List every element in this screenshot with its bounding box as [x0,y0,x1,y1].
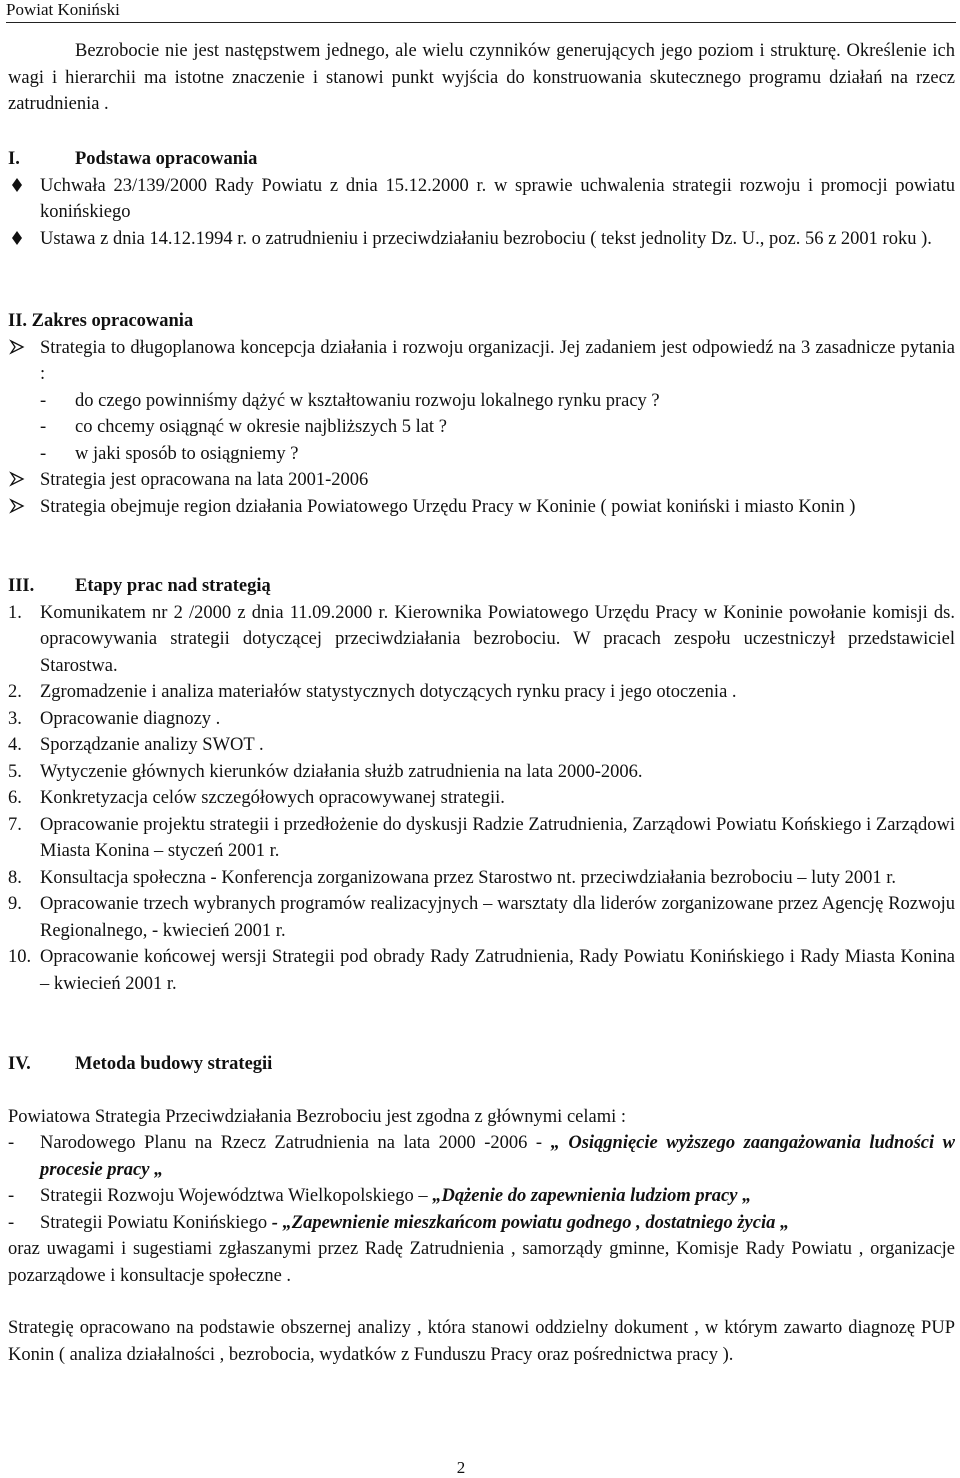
step-number: 1. [8,602,22,623]
goal-source: Strategii Powiatu Konińskiego [40,1212,272,1233]
step-text: Wytyczenie głównych kierunków działania służb zatrudnienia na lata 2000-2006. [40,761,643,782]
scope-item-text: Strategia jest opracowana na lata 2001-2006 [40,470,369,490]
section-number: I. [8,149,20,169]
goal-source: Strategii Rozwoju Województwa Wielkopolskiego – [40,1186,433,1206]
step-number: 10. [8,947,32,967]
page-number: 2 [456,1458,466,1477]
section-heading-basis [0,146,960,173]
step-text: Konkretyzacja celów szczegółowych opracowywanej strategii. [40,788,505,808]
goal-quote: „Dążenie do zapewnienia ludziom pracy „ [432,1186,752,1206]
list-item [0,785,955,812]
step-text: Komunikatem nr 2 /2000 z dnia 11.09.2000 r. Kierownika Powiatowego Urzędu Pracy w Koninie powołanie komisji ds. opracowywania strategii dotyczącej przeciwdziałania bezrobociu. W pracach zespołu uczestniczył przedstawiciel Starostwa. [40,602,955,676]
list-item [0,732,955,759]
list-item [0,865,955,892]
list-item [0,388,960,415]
section-title: Podstawa opracowania [75,149,258,169]
step-text: Opracowanie trzech wybranych programów realizacyjnych – warsztaty dla liderów zorganizowane przez Agencję Rozwoju Regionalnego, - kwiecień 2001 r. [40,894,955,941]
list-item [0,759,955,786]
scope-list-more [0,467,960,520]
question-text: do czego powinniśmy dążyć w kształtowaniu rozwoju lokalnego rynku pracy ? [75,390,660,411]
goal-quote: - „Zapewnienie mieszkańcom powiatu godnego , dostatniego życia „ [271,1212,790,1233]
dash-marker: - [40,417,47,437]
intro-section [0,38,960,118]
list-item [0,173,955,226]
scope-item-text: Strategia to długoplanowa koncepcja działania i rozwoju organizacji. Jej zadaniem jest odpowiedź na 3 zasadnicze pytania : [40,337,955,384]
dash-marker: - [8,1186,15,1206]
section-title: Metoda budowy strategii [75,1054,273,1074]
step-number: 4. [8,735,22,755]
list-item [0,679,955,706]
step-text: Sporządzanie analizy SWOT . [40,735,264,755]
arrowhead-bullet-icon [9,335,25,362]
basis-item-text: Ustawa z dnia 14.12.1994 r. o zatrudnieniu i przeciwdziałaniu bezrobociu ( tekst jednolity Dz. U., poz. 56 z 2001 roku ). [40,228,932,249]
question-text: co chcemy osiągnąć w okresie najbliższych 5 lat ? [75,417,447,437]
method-lead: Powiatowa Strategia Przeciwdziałania Bezrobociu jest zgodna z głównymi celami : [8,1106,627,1127]
list-item [0,1183,955,1210]
step-number: 5. [8,761,22,782]
step-number: 8. [8,867,22,888]
diamond-bullet-icon [9,226,25,253]
goal-quote: „ Osiągnięcie wyższego zaangażowania ludności w procesie pracy „ [40,1133,955,1180]
section-method [0,1051,960,1368]
stages-list [0,600,960,998]
section-stages [0,573,960,997]
goals-list [0,1130,960,1236]
method-closing: Strategię opracowano na podstawie obszernej analizy , która stanowi oddzielny dokument , w którym zawarto diagnozę PUP Konin ( analiza działalności , bezrobocia, wydatków z Funduszu Pracy oraz pośrednictwa pracy ). [8,1318,955,1365]
intro-paragraph: Bezrobocie nie jest następstwem jednego, ale wielu czynników generujących jego poziom i strukturę. Określenie ich wagi i hierarchii ma istotne znaczenie i stanowi punkt wyjścia do konstruowania skutecznego programu działań na rzecz zatrudnienia . [8,41,955,114]
scope-item-text: Strategia obejmuje region działania Powiatowego Urzędu Pracy w Koninie ( powiat koniński i miasto Konin ) [40,496,856,517]
diamond-bullet-icon [9,173,25,200]
step-number: 2. [8,682,22,702]
step-number: 3. [8,708,22,729]
goal-source: Narodowego Planu na Rzecz Zatrudnienia na lata 2000 -2006 - [40,1133,551,1153]
question-text: w jaki sposób to osiągniemy ? [75,443,299,464]
step-text: Opracowanie diagnozy . [40,708,221,729]
list-item [0,600,955,680]
basis-item-text: Uchwała 23/139/2000 Rady Powiatu z dnia 15.12.2000 r. w sprawie uchwalenia strategii rozwoju i promocji powiatu konińskiego [40,175,955,222]
list-item [0,891,955,944]
basis-list [0,173,960,253]
dash-marker: - [8,1133,15,1153]
step-text: Opracowanie projektu strategii i przedłożenie do dyskusji Radzie Zatrudnienia, Zarządowi Powiatu Końskiego i Zarządowi Miasta Konina – styczeń 2001 r. [40,814,955,861]
step-number: 6. [8,788,22,808]
step-text: Opracowanie końcowej wersji Strategii pod obrady Rady Zatrudnienia, Rady Powiatu Konińskiego i Rady Miasta Konina – kwiecień 2001 r. [40,947,955,994]
scope-list [0,335,960,388]
section-title: Zakres opracowania [31,311,194,331]
dash-marker: - [8,1212,15,1233]
list-item [0,414,960,441]
list-item [0,1130,955,1183]
section-number: III. [8,576,35,596]
arrowhead-bullet-icon [9,494,25,521]
step-number: 7. [8,814,22,835]
list-item [0,706,955,733]
questions-list [0,388,960,468]
list-item [0,494,955,521]
arrowhead-bullet-icon [9,467,25,494]
dash-marker: - [40,443,47,464]
section-heading-stages [0,573,960,600]
list-item [0,944,955,997]
step-text: Zgromadzenie i analiza materiałów statystycznych dotyczących rynku pracy i jego otoczenia . [40,682,737,702]
section-basis [0,146,960,252]
list-item [0,812,955,865]
section-heading-scope [0,308,960,335]
header-title: Powiat Koniński [6,0,120,19]
section-number: II. [8,311,28,331]
section-number: IV. [8,1054,31,1074]
method-after-goals: oraz uwagami i sugestiami zgłaszanymi przez Radę Zatrudnienia , samorządy gminne, Komisje Rady Powiatu , organizacje pozarządowe i konsultacje społeczne . [8,1239,955,1286]
section-heading-method [0,1051,960,1078]
step-number: 9. [8,894,22,914]
list-item [0,226,955,253]
running-header [6,0,956,23]
list-item [0,467,955,494]
list-item [0,441,960,468]
section-scope [0,308,960,520]
list-item [0,335,955,388]
section-title: Etapy prac nad strategią [75,576,271,596]
step-text: Konsultacja społeczna - Konferencja zorganizowana przez Starostwo nt. przeciwdziałania bezrobociu – luty 2001 r. [40,867,896,888]
list-item [0,1210,955,1237]
dash-marker: - [40,390,47,411]
